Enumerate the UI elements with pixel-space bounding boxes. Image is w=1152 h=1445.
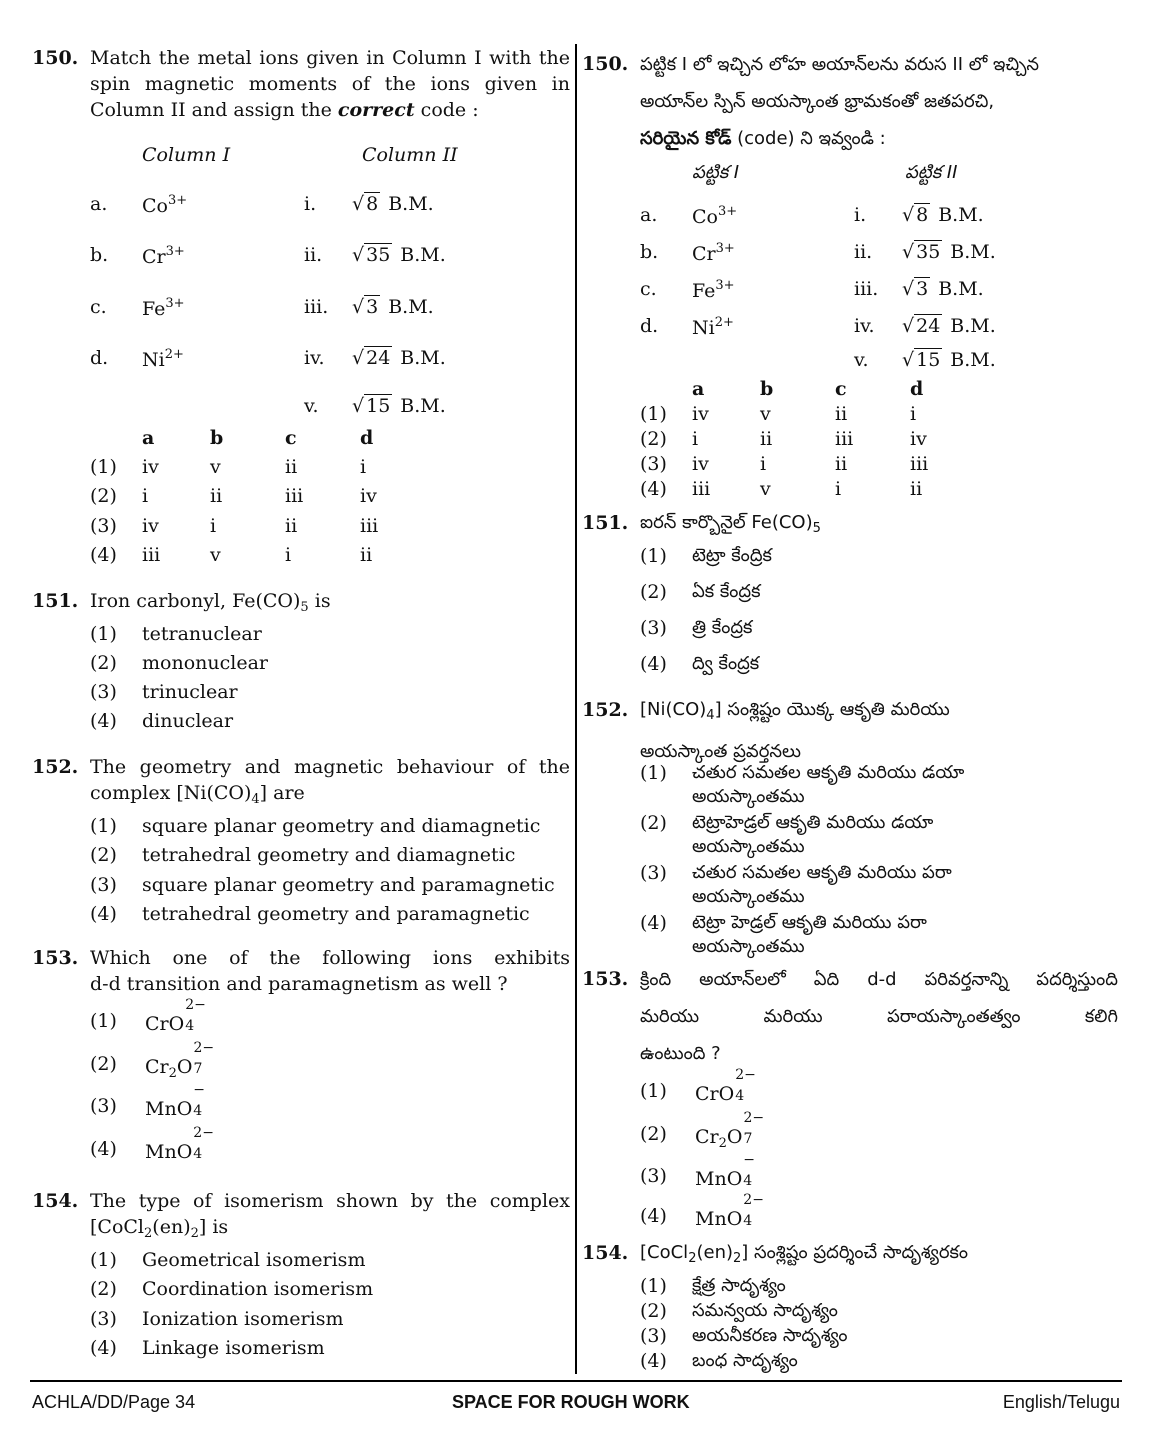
question-number: 150. — [32, 47, 79, 69]
question-text-line: complex $[Ni(CO)_4]$ are — [90, 782, 305, 807]
option-text: అయస్కాంతము — [692, 886, 805, 907]
code-value: v — [210, 544, 221, 566]
question-text-line: అయస్కాంత ప్రవర్తనలు — [640, 741, 801, 762]
sqrt-symbol: √ — [352, 347, 365, 369]
option-text: Ionization isomerism — [142, 1308, 344, 1330]
question-number: 152. — [32, 756, 79, 778]
question-text-line: The type of isomerism shown by the complex — [90, 1190, 570, 1212]
option-number: (2) — [90, 652, 117, 674]
sqrt-symbol: √ — [352, 296, 365, 318]
code-value: i — [692, 428, 699, 450]
row-letter: d. — [90, 347, 109, 369]
option-text: tetrahedral geometry and diamagnetic — [142, 844, 516, 866]
option-number: (4) — [640, 653, 667, 675]
column-i-header: Column I — [142, 144, 231, 166]
question-text-line: Match the metal ions given in Column I with the — [90, 47, 570, 69]
row-letter: b. — [90, 244, 109, 266]
code-header: a — [692, 378, 705, 400]
option-number: (3) — [640, 453, 667, 475]
code-value: iii — [910, 453, 929, 475]
magnetic-moment: √ 3 B.M. — [352, 296, 434, 318]
question-text-line: పట్టిక I లో ఇచ్చిన లోహ అయాన్‌లను వరుస II లో ఇచ్చిన — [640, 54, 1040, 75]
question-text-line: Column II and assign the correct code : — [90, 99, 479, 121]
option-text: ద్వి కేంద్రక — [692, 653, 760, 674]
option-text: అయస్కాంతము — [692, 836, 805, 857]
footer-rule — [30, 1380, 1122, 1382]
row-roman: iii. — [854, 278, 879, 300]
option-text: Coordination isomerism — [142, 1278, 374, 1300]
column-ii-header: పట్టిక II — [905, 162, 958, 183]
option-text: సమన్వయ సాదృశ్యం — [692, 1300, 838, 1321]
sqrt-symbol: √ — [352, 395, 365, 417]
code-header: a — [142, 427, 155, 449]
code-value: ii — [360, 544, 373, 566]
code-value: iv — [142, 515, 159, 537]
code-value: i — [760, 453, 767, 475]
option-number: (1) — [640, 1275, 667, 1297]
ion-formula: $Fe^{3+}$ — [692, 278, 735, 302]
question-number: 153. — [32, 947, 79, 969]
option-number: (4) — [90, 544, 117, 566]
code-value: ii — [835, 403, 848, 425]
code-value: iii — [142, 544, 161, 566]
option-number: (3) — [640, 1165, 667, 1187]
code-value: ii — [835, 453, 848, 475]
option-number: (1) — [640, 545, 667, 567]
ion-formula: $Cr^{3+}$ — [692, 241, 735, 265]
ion-formula: $Fe^{3+}$ — [142, 296, 185, 320]
ion-formula: $Co^{3+}$ — [692, 204, 738, 228]
option-text: trinuclear — [142, 681, 238, 703]
row-roman: v. — [304, 395, 319, 417]
code-value: iv — [692, 453, 709, 475]
question-number: 153. — [582, 968, 629, 990]
row-roman: ii. — [854, 241, 873, 263]
option-number: (1) — [640, 1080, 667, 1102]
code-value: iv — [692, 403, 709, 425]
option-text: టెట్రా కేంద్రిక — [692, 545, 772, 566]
sqrt-symbol: √ — [902, 278, 915, 300]
option-number: (3) — [640, 617, 667, 639]
row-letter: c. — [640, 278, 657, 300]
ion-formula: $Ni^{2+}$ — [142, 347, 184, 371]
option-number: (1) — [90, 456, 117, 478]
code-value: i — [835, 478, 842, 500]
option-number: (2) — [90, 485, 117, 507]
option-number: (4) — [640, 478, 667, 500]
magnetic-moment: √ 35 B.M. — [352, 244, 446, 266]
row-roman: v. — [854, 349, 869, 371]
code-value: v — [760, 478, 771, 500]
code-value: i — [210, 515, 217, 537]
ion-formula: CrO 2− 4 — [145, 997, 206, 1035]
code-value: i — [910, 403, 917, 425]
code-header: d — [360, 427, 374, 449]
option-number: (1) — [90, 623, 117, 645]
option-number: (3) — [90, 1095, 117, 1117]
row-letter: a. — [90, 193, 108, 215]
magnetic-moment: √ 8 B.M. — [902, 204, 984, 226]
magnetic-moment: √ 8 B.M. — [352, 193, 434, 215]
ion-formula: MnO − 4 — [695, 1152, 756, 1190]
row-roman: i. — [854, 204, 867, 226]
rough-work-label: SPACE FOR ROUGH WORK — [452, 1392, 690, 1412]
code-value: ii — [910, 478, 923, 500]
row-letter: c. — [90, 296, 107, 318]
question-text: Iron carbonyl, $Fe(CO)_5$ is — [90, 590, 331, 615]
magnetic-moment: √ 15 B.M. — [902, 349, 996, 371]
code-header: b — [760, 378, 774, 400]
code-header: c — [835, 378, 847, 400]
column-i-header: పట్టిక I — [692, 162, 740, 183]
option-text: టెట్రా హెడ్రల్ ఆకృతి మరియు పరా — [692, 912, 927, 933]
option-text: అయస్కాంతము — [692, 936, 805, 957]
ion-formula: CrO 2− 4 — [695, 1067, 756, 1105]
ion-formula: $Cr_2O$ 2− 7 — [145, 1040, 215, 1081]
ion-formula: MnO 2− 4 — [145, 1125, 214, 1163]
question-number: 152. — [582, 699, 629, 721]
question-text: ఐరన్ కార్బొనైల్ $Fe(CO)_5$ — [640, 512, 821, 536]
option-text: చతుర సమతల ఆకృతి మరియు డయా — [692, 762, 965, 783]
option-number: (4) — [640, 912, 667, 934]
code-value: v — [210, 456, 221, 478]
language-label: English/Telugu — [1002, 1392, 1120, 1412]
ion-formula: $Co^{3+}$ — [142, 193, 188, 217]
sqrt-symbol: √ — [902, 349, 915, 371]
code-value: iv — [910, 428, 927, 450]
option-text: త్రి కేంద్రక — [692, 617, 753, 638]
row-letter: d. — [640, 315, 659, 337]
row-roman: iv. — [304, 347, 325, 369]
question-text-line: అయాన్‌ల స్పిన్ అయస్కాంత భ్రామకంతో జతపరచి, — [640, 91, 995, 112]
code-value: ii — [760, 428, 773, 450]
question-text-line: d-d transition and paramagnetism as well ? — [90, 973, 508, 995]
option-text: బంధ సాదృశ్యం — [692, 1350, 798, 1371]
option-text: Geometrical isomerism — [142, 1249, 366, 1271]
question-text-line: క్రింది అయాన్‌లలో ఏది d-d పరివర్తనాన్ని పదర్శిస్తుంది — [640, 969, 1118, 990]
code-value: ii — [285, 515, 298, 537]
option-number: (2) — [90, 1278, 117, 1300]
code-value: iii — [835, 428, 854, 450]
code-header: c — [285, 427, 297, 449]
question-text-line: ఉంటుంది ? — [640, 1043, 721, 1064]
question-text: $[CoCl_2(en)_2]$ సంశ్లిష్టం ప్రదర్శించే సాదృశ్యరకం — [640, 1242, 969, 1266]
option-number: (3) — [90, 1308, 117, 1330]
ion-formula: MnO − 4 — [145, 1082, 206, 1120]
option-number: (3) — [90, 874, 117, 896]
row-roman: iv. — [854, 315, 875, 337]
code-value: iv — [360, 485, 377, 507]
code-value: iii — [692, 478, 711, 500]
option-number: (2) — [640, 1123, 667, 1145]
option-number: (1) — [640, 762, 667, 784]
option-number: (2) — [90, 1053, 117, 1075]
magnetic-moment: √ 24 B.M. — [902, 315, 996, 337]
code-value: v — [760, 403, 771, 425]
option-text: ఏక కేంద్రక — [692, 581, 761, 602]
option-text: square planar geometry and diamagnetic — [142, 815, 541, 837]
column-ii-header: Column II — [362, 144, 458, 166]
option-text: square planar geometry and paramagnetic — [142, 874, 555, 896]
question-number: 151. — [582, 512, 629, 534]
row-letter: a. — [640, 204, 658, 226]
question-text-line: The geometry and magnetic behaviour of the — [90, 756, 570, 778]
code-value: iii — [285, 485, 304, 507]
magnetic-moment: √ 24 B.M. — [352, 347, 446, 369]
option-number: (3) — [90, 515, 117, 537]
ion-formula: $Cr^{3+}$ — [142, 244, 185, 268]
row-letter: b. — [640, 241, 659, 263]
question-number: 154. — [32, 1190, 79, 1212]
question-text-line: మరియు మరియు పరాయస్కాంతత్వం కలిగి — [640, 1006, 1118, 1027]
option-text: చతుర సమతల ఆకృతి మరియు పరా — [692, 862, 952, 883]
option-number: (4) — [90, 1337, 117, 1359]
option-text: Linkage isomerism — [142, 1337, 325, 1359]
question-text-line: $[CoCl_2(en)_2]$ is — [90, 1216, 229, 1241]
option-text: టెట్రాహెడ్రల్ ఆకృతి మరియు డయా — [692, 812, 934, 833]
magnetic-moment: √ 3 B.M. — [902, 278, 984, 300]
option-number: (1) — [90, 1249, 117, 1271]
option-number: (2) — [640, 581, 667, 603]
option-number: (2) — [640, 1300, 667, 1322]
option-text: క్షేత్ర సాదృశ్యం — [692, 1275, 786, 1296]
question-text-line: $[Ni(CO)_4]$ సంశ్లిష్టం యొక్క ఆకృతి మరియు — [640, 699, 950, 723]
code-value: ii — [210, 485, 223, 507]
question-text-line: spin magnetic moments of the ions given in — [90, 73, 570, 95]
ion-formula: $Cr_2O$ 2− 7 — [695, 1110, 765, 1151]
option-number: (4) — [90, 903, 117, 925]
option-number: (2) — [90, 844, 117, 866]
option-number: (4) — [90, 710, 117, 732]
question-number: 151. — [32, 590, 79, 612]
code-value: iii — [360, 515, 379, 537]
sqrt-symbol: √ — [352, 244, 365, 266]
option-number: (2) — [640, 812, 667, 834]
option-text: dinuclear — [142, 710, 234, 732]
question-number: 154. — [582, 1242, 629, 1264]
option-number: (2) — [640, 428, 667, 450]
question-text-line: Which one of the following ions exhibits — [90, 947, 570, 969]
option-text: mononuclear — [142, 652, 268, 674]
page-number: ACHLA/DD/Page 34 — [32, 1392, 196, 1412]
question-number: 150. — [582, 53, 629, 75]
option-text: tetranuclear — [142, 623, 262, 645]
row-roman: iii. — [304, 296, 329, 318]
option-number: (1) — [90, 1010, 117, 1032]
sqrt-symbol: √ — [902, 315, 915, 337]
code-value: i — [142, 485, 149, 507]
row-roman: ii. — [304, 244, 323, 266]
option-number: (3) — [640, 862, 667, 884]
sqrt-symbol: √ — [352, 193, 365, 215]
ion-formula: $Ni^{2+}$ — [692, 315, 734, 339]
code-value: iv — [142, 456, 159, 478]
option-number: (3) — [90, 681, 117, 703]
code-value: i — [285, 544, 292, 566]
code-header: d — [910, 378, 924, 400]
option-number: (4) — [90, 1138, 117, 1160]
sqrt-symbol: √ — [902, 241, 915, 263]
sqrt-symbol: √ — [902, 204, 915, 226]
magnetic-moment: √ 15 B.M. — [352, 395, 446, 417]
option-number: (4) — [640, 1350, 667, 1372]
option-number: (3) — [640, 1325, 667, 1347]
column-divider — [575, 44, 577, 1374]
code-value: ii — [285, 456, 298, 478]
option-number: (1) — [90, 815, 117, 837]
magnetic-moment: √ 35 B.M. — [902, 241, 996, 263]
option-number: (1) — [640, 403, 667, 425]
code-header: b — [210, 427, 224, 449]
ion-formula: MnO 2− 4 — [695, 1192, 764, 1230]
option-text: tetrahedral geometry and paramagnetic — [142, 903, 530, 925]
code-value: i — [360, 456, 367, 478]
option-number: (4) — [640, 1205, 667, 1227]
option-text: అయస్కాంతము — [692, 786, 805, 807]
row-roman: i. — [304, 193, 317, 215]
option-text: అయనీకరణ సాదృశ్యం — [692, 1325, 848, 1346]
question-text-line: సరియైన కోడ్ (code) ని ఇవ్వండి : — [640, 128, 886, 149]
